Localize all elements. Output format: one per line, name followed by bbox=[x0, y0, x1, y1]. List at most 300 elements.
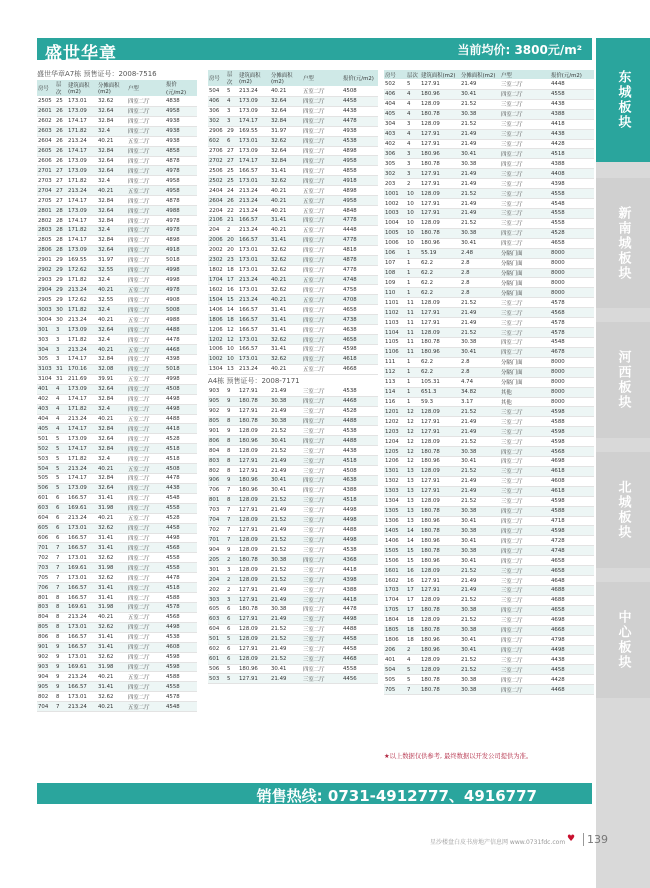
table-cell: 4848 bbox=[342, 206, 378, 216]
table-row bbox=[208, 515, 378, 525]
table-cell: 4478 bbox=[342, 605, 378, 615]
table-cell: 40.21 bbox=[270, 87, 302, 97]
table-cell: 21.52 bbox=[460, 298, 500, 308]
table-cell: 21.49 bbox=[460, 169, 500, 179]
table-row bbox=[208, 215, 378, 225]
table-cell: 1202 bbox=[384, 417, 406, 427]
table-cell: 30.41 bbox=[460, 556, 500, 566]
table-cell: 32.4 bbox=[97, 275, 127, 285]
table-row bbox=[384, 685, 594, 695]
table-cell: 9 bbox=[55, 652, 67, 662]
table-cell: 21.49 bbox=[270, 525, 302, 535]
table-cell: 四室二厅 bbox=[127, 216, 165, 226]
table-cell: 四室二厅 bbox=[302, 245, 342, 255]
table-cell: 4488 bbox=[342, 624, 378, 634]
table-cell: 4728 bbox=[550, 536, 594, 546]
table-row bbox=[208, 245, 378, 255]
table-cell: 四室二厅 bbox=[127, 642, 165, 652]
table-row bbox=[384, 139, 594, 149]
table-cell: 分隔门面 bbox=[500, 288, 550, 298]
table-row bbox=[37, 444, 197, 454]
table-cell: 128.09 bbox=[420, 566, 460, 576]
table-cell: 30.38 bbox=[460, 685, 500, 695]
table-cell: 12 bbox=[406, 427, 420, 437]
table-row bbox=[384, 675, 594, 685]
table-cell: 4528 bbox=[165, 513, 197, 523]
table-cell: 21.52 bbox=[270, 565, 302, 575]
table-cell: 128.09 bbox=[420, 496, 460, 506]
table-row bbox=[208, 495, 378, 505]
table-cell: 8 bbox=[226, 436, 238, 446]
table-cell: 7 bbox=[55, 563, 67, 573]
table-cell: 32.4 bbox=[97, 454, 127, 464]
table-cell: 702 bbox=[37, 553, 55, 563]
table-cell: 174.17 bbox=[67, 216, 97, 226]
table-cell: 6 bbox=[55, 533, 67, 543]
table-cell: 3004 bbox=[37, 315, 55, 325]
table-cell: 4878 bbox=[342, 255, 378, 265]
table-cell: 4698 bbox=[550, 615, 594, 625]
table-cell: 180.96 bbox=[238, 664, 270, 674]
tab-east-district[interactable]: 东城板块 bbox=[596, 38, 650, 162]
table-cell: 4658 bbox=[550, 556, 594, 566]
table-cell: 32.64 bbox=[97, 325, 127, 335]
table-cell: 四室二厅 bbox=[500, 149, 550, 159]
table-cell: 174.17 bbox=[67, 354, 97, 364]
table-row bbox=[37, 612, 197, 622]
table-cell: 213.24 bbox=[67, 186, 97, 196]
table-cell: 128.09 bbox=[238, 495, 270, 505]
table-cell: 171.82 bbox=[67, 335, 97, 345]
table-cell: 31.97 bbox=[97, 255, 127, 265]
table-row bbox=[37, 186, 197, 196]
table-cell: 12 bbox=[406, 417, 420, 427]
table-cell: 903 bbox=[37, 662, 55, 672]
table-cell: 401 bbox=[384, 655, 406, 665]
table-cell: 305 bbox=[384, 159, 406, 169]
table-cell: 4898 bbox=[342, 186, 378, 196]
table-row bbox=[37, 106, 197, 116]
tab-new-south-district[interactable]: 新南城板块 bbox=[596, 178, 650, 308]
table-cell: 25 bbox=[55, 97, 67, 107]
table-cell: 五室二厅 bbox=[302, 295, 342, 305]
table-cell: 4528 bbox=[165, 434, 197, 444]
table-cell: 五室二厅 bbox=[302, 186, 342, 196]
table-row bbox=[384, 457, 594, 467]
table-cell: 171.82 bbox=[67, 305, 97, 315]
table-cell: 分隔门面 bbox=[500, 278, 550, 288]
table-cell: 4518 bbox=[165, 444, 197, 454]
tab-hexi-district[interactable]: 河西板块 bbox=[596, 322, 650, 438]
table-cell: 4538 bbox=[342, 136, 378, 146]
table-cell: 32.08 bbox=[97, 364, 127, 374]
table-cell: 4 bbox=[55, 404, 67, 414]
table-cell: 1705 bbox=[384, 605, 406, 615]
table-cell: 1802 bbox=[208, 265, 226, 275]
table-row bbox=[384, 109, 594, 119]
table-cell: 213.24 bbox=[67, 612, 97, 622]
table-cell: 32.64 bbox=[270, 106, 302, 116]
table-cell: 三室二厅 bbox=[500, 179, 550, 189]
table-cell: 4388 bbox=[342, 585, 378, 595]
table-cell: 306 bbox=[208, 106, 226, 116]
table-cell: 三室二厅 bbox=[302, 614, 342, 624]
table-cell: 30.41 bbox=[460, 347, 500, 357]
table-row bbox=[208, 265, 378, 275]
table-cell: 703 bbox=[208, 505, 226, 515]
table-cell: 127.91 bbox=[238, 614, 270, 624]
table-cell: 26 bbox=[55, 106, 67, 116]
table-cell: 9 bbox=[226, 476, 238, 486]
table-cell: 8000 bbox=[550, 248, 594, 258]
table-cell: 10 bbox=[406, 228, 420, 238]
table-cell: 32.64 bbox=[97, 206, 127, 216]
table-cell: 31.41 bbox=[97, 493, 127, 503]
table-row bbox=[37, 493, 197, 503]
table-cell: 180.96 bbox=[420, 635, 460, 645]
table-header bbox=[208, 70, 378, 87]
table-cell: 503 bbox=[208, 674, 226, 684]
table-cell: 三室二厅 bbox=[500, 576, 550, 586]
column-header: 户型 bbox=[500, 70, 550, 80]
column-header: 房号 bbox=[208, 70, 226, 87]
table-cell: 4538 bbox=[165, 632, 197, 642]
table-cell: 173.09 bbox=[67, 206, 97, 216]
table-cell: 21.52 bbox=[460, 615, 500, 625]
table-cell: 21.52 bbox=[460, 407, 500, 417]
table-row bbox=[384, 506, 594, 516]
table-cell: 21.52 bbox=[270, 654, 302, 664]
table-cell: 四室二厅 bbox=[127, 523, 165, 533]
table-cell: 905 bbox=[37, 682, 55, 692]
disclaimer-note: ★以上数据仅供参考, 最终数据以开发公司提供为准。 bbox=[384, 753, 533, 760]
table-cell: 21 bbox=[226, 215, 238, 225]
table-cell: 1602 bbox=[208, 285, 226, 295]
table-cell: 6 bbox=[226, 605, 238, 615]
column-header: 分摊面积(m2) bbox=[460, 70, 500, 80]
table-cell: 四室二厅 bbox=[127, 176, 165, 186]
table-cell: 166.57 bbox=[67, 682, 97, 692]
table-cell: 127.91 bbox=[420, 179, 460, 189]
table-row bbox=[208, 525, 378, 535]
table-cell: 9 bbox=[55, 662, 67, 672]
table-cell: 32.4 bbox=[97, 176, 127, 186]
table-cell: 9 bbox=[226, 387, 238, 396]
table-cell: 105.31 bbox=[420, 377, 460, 387]
table-cell: 6 bbox=[55, 523, 67, 533]
table-cell: 173.09 bbox=[67, 166, 97, 176]
table-row bbox=[208, 315, 378, 325]
table-cell: 4878 bbox=[165, 156, 197, 166]
table-row bbox=[37, 394, 197, 404]
table-cell: 4658 bbox=[550, 238, 594, 248]
table-row bbox=[37, 136, 197, 146]
table-cell: 三室二厅 bbox=[302, 505, 342, 515]
table-cell: 7 bbox=[406, 685, 420, 695]
column-header: 分摊面积(m2) bbox=[270, 70, 302, 87]
table-cell: 401 bbox=[37, 384, 55, 394]
table-cell: 504 bbox=[384, 665, 406, 675]
table-cell: 32.84 bbox=[270, 156, 302, 166]
table-cell: 1203 bbox=[384, 427, 406, 437]
table-cell: 分隔门面 bbox=[500, 268, 550, 278]
table-cell: 30.38 bbox=[460, 228, 500, 238]
table-row bbox=[37, 652, 197, 662]
table-cell: 30.41 bbox=[270, 664, 302, 674]
table-cell: 4498 bbox=[165, 533, 197, 543]
table-cell: 四室二厅 bbox=[127, 563, 165, 573]
table-cell: 四室二厅 bbox=[127, 384, 165, 394]
table-cell: 2106 bbox=[208, 215, 226, 225]
table-cell: 3 bbox=[55, 325, 67, 335]
table-cell: 31.98 bbox=[97, 603, 127, 613]
table-cell: 4568 bbox=[550, 447, 594, 457]
table-cell: 169.55 bbox=[67, 255, 97, 265]
table-cell: 4 bbox=[55, 384, 67, 394]
table-cell: 16 bbox=[226, 285, 238, 295]
table-cell: 三室二厅 bbox=[500, 129, 550, 139]
table-row bbox=[384, 546, 594, 556]
table-cell: 1204 bbox=[384, 437, 406, 447]
table-row bbox=[384, 248, 594, 258]
table-row bbox=[37, 662, 197, 672]
table-cell: 三室二厅 bbox=[500, 595, 550, 605]
table-cell: 173.09 bbox=[67, 156, 97, 166]
table-cell: 31.98 bbox=[97, 662, 127, 672]
table-cell: 30.41 bbox=[460, 536, 500, 546]
table-cell: 4448 bbox=[550, 80, 594, 90]
table-row bbox=[208, 285, 378, 295]
table-row bbox=[384, 318, 594, 328]
table-cell: 28 bbox=[55, 225, 67, 235]
table-cell: 32.62 bbox=[270, 136, 302, 146]
table-cell: 四室二厅 bbox=[127, 245, 165, 255]
table-cell: 4738 bbox=[342, 315, 378, 325]
table-cell: 30.38 bbox=[270, 416, 302, 426]
table-cell: 213.24 bbox=[238, 225, 270, 235]
table-cell: 四室二厅 bbox=[500, 645, 550, 655]
table-cell: 30.38 bbox=[460, 675, 500, 685]
table-cell: 8 bbox=[55, 612, 67, 622]
table-cell: 4518 bbox=[550, 149, 594, 159]
table-cell: 180.78 bbox=[238, 605, 270, 615]
table-cell: 3 bbox=[406, 169, 420, 179]
table-cell: 21.49 bbox=[270, 595, 302, 605]
table-cell: 三室二厅 bbox=[500, 139, 550, 149]
table-cell: 四室二厅 bbox=[127, 235, 165, 245]
table-cell: 32.84 bbox=[97, 474, 127, 484]
table-cell: 四室二厅 bbox=[127, 632, 165, 642]
table-cell: 26 bbox=[55, 136, 67, 146]
table-cell: 4678 bbox=[550, 347, 594, 357]
table-cell: 32.84 bbox=[97, 354, 127, 364]
table-cell: 169.61 bbox=[67, 503, 97, 513]
table-cell: 180.96 bbox=[420, 149, 460, 159]
table-cell: 8 bbox=[226, 466, 238, 476]
table-cell: 三室二厅 bbox=[302, 654, 342, 664]
table-cell: 三室二厅 bbox=[302, 466, 342, 476]
table-row bbox=[208, 575, 378, 585]
table-cell: 三室二厅 bbox=[500, 199, 550, 209]
table-cell: 173.09 bbox=[67, 384, 97, 394]
table-cell: 三室二厅 bbox=[500, 318, 550, 328]
table-cell: 22 bbox=[226, 206, 238, 216]
table-cell: 127.91 bbox=[420, 486, 460, 496]
table-cell: 213.24 bbox=[238, 206, 270, 216]
table-cell: 1 bbox=[406, 367, 420, 377]
table-cell: 30.38 bbox=[460, 447, 500, 457]
table-row bbox=[37, 255, 197, 265]
table-cell: 四室二厅 bbox=[302, 166, 342, 176]
table-cell: 四室二厅 bbox=[302, 325, 342, 335]
price-table-a4 bbox=[208, 387, 378, 685]
table-cell: 4558 bbox=[550, 208, 594, 218]
table-cell: 40.21 bbox=[97, 136, 127, 146]
table-cell: 4688 bbox=[550, 595, 594, 605]
table-cell: 13 bbox=[226, 364, 238, 374]
table-cell: 15 bbox=[406, 556, 420, 566]
table-cell: 四室二厅 bbox=[302, 235, 342, 245]
table-cell: 32.84 bbox=[97, 146, 127, 156]
table-cell: 4458 bbox=[342, 96, 378, 106]
table-cell: 180.78 bbox=[420, 685, 460, 695]
table-cell: 127.91 bbox=[420, 199, 460, 209]
table-cell: 32.4 bbox=[97, 126, 127, 136]
table-cell: 4 bbox=[55, 394, 67, 404]
table-row bbox=[384, 119, 594, 129]
table-cell: 40.21 bbox=[270, 186, 302, 196]
table-cell: 4398 bbox=[342, 575, 378, 585]
table-cell: 127.91 bbox=[420, 308, 460, 318]
table-cell: 2604 bbox=[208, 196, 226, 206]
table-row bbox=[208, 255, 378, 265]
table-row bbox=[37, 265, 197, 275]
table-cell: 166.57 bbox=[238, 215, 270, 225]
table-cell: 12 bbox=[406, 447, 420, 457]
table-row bbox=[384, 208, 594, 218]
table-cell: 21.52 bbox=[270, 545, 302, 555]
table-cell: 五室二厅 bbox=[302, 225, 342, 235]
table-cell: 4858 bbox=[165, 146, 197, 156]
table-cell: 四室二厅 bbox=[127, 116, 165, 126]
table-cell: 30.38 bbox=[270, 605, 302, 615]
table-row bbox=[384, 89, 594, 99]
table-cell: 906 bbox=[208, 476, 226, 486]
table-cell: 4958 bbox=[342, 196, 378, 206]
table-row bbox=[208, 196, 378, 206]
table-cell: 三室二厅 bbox=[302, 456, 342, 466]
table-cell: 3003 bbox=[37, 305, 55, 315]
table-cell: 三室二厅 bbox=[500, 566, 550, 576]
table-cell: 4498 bbox=[165, 394, 197, 404]
table-cell: 21.49 bbox=[270, 674, 302, 684]
table-cell: 三室二厅 bbox=[302, 674, 342, 684]
table-cell: 180.78 bbox=[238, 416, 270, 426]
table-cell: 四室二厅 bbox=[302, 106, 342, 116]
table-cell: 四室二厅 bbox=[127, 156, 165, 166]
table-cell: 三室二厅 bbox=[500, 298, 550, 308]
table-cell: 128.09 bbox=[238, 575, 270, 585]
table-cell: 806 bbox=[37, 632, 55, 642]
table-row bbox=[37, 672, 197, 682]
table-cell: 三室二厅 bbox=[500, 80, 550, 90]
table-cell: 40.21 bbox=[97, 414, 127, 424]
table-cell: 128.09 bbox=[238, 634, 270, 644]
table-cell: 16 bbox=[406, 566, 420, 576]
table-row bbox=[384, 466, 594, 476]
table-cell: 四室二厅 bbox=[127, 553, 165, 563]
table-cell: 4668 bbox=[342, 364, 378, 374]
table-cell: 五室二厅 bbox=[302, 364, 342, 374]
table-cell: 三室二厅 bbox=[500, 407, 550, 417]
table-cell: 180.78 bbox=[238, 396, 270, 406]
table-cell: 32.62 bbox=[97, 622, 127, 632]
table-cell: 8000 bbox=[550, 268, 594, 278]
table-cell: 4438 bbox=[550, 99, 594, 109]
table-cell: 4598 bbox=[550, 437, 594, 447]
building-a7-caption: 盛世华章A7栋 预售证号：2008-7516 bbox=[37, 70, 157, 78]
table-cell: 4458 bbox=[342, 644, 378, 654]
column-3 bbox=[384, 70, 594, 695]
table-cell: 1101 bbox=[384, 298, 406, 308]
table-cell: 2705 bbox=[37, 196, 55, 206]
table-cell: 13 bbox=[406, 506, 420, 516]
table-cell: 4988 bbox=[165, 206, 197, 216]
table-cell: 127.91 bbox=[420, 586, 460, 596]
table-cell: 8 bbox=[55, 632, 67, 642]
table-cell: 21.49 bbox=[270, 614, 302, 624]
table-cell: 21.52 bbox=[460, 466, 500, 476]
table-cell: 三室二厅 bbox=[500, 466, 550, 476]
table-row bbox=[208, 644, 378, 654]
table-cell: 901 bbox=[208, 426, 226, 436]
table-cell: 21.52 bbox=[460, 655, 500, 665]
table-cell: 四室二厅 bbox=[500, 536, 550, 546]
table-cell: 2002 bbox=[208, 245, 226, 255]
table-cell: 4558 bbox=[165, 682, 197, 692]
table-cell: 1 bbox=[406, 258, 420, 268]
table-row bbox=[384, 99, 594, 109]
table-cell: 21.52 bbox=[460, 437, 500, 447]
table-cell: 4538 bbox=[342, 545, 378, 555]
table-cell: 三室二厅 bbox=[500, 308, 550, 318]
tab-north-district[interactable]: 北城板块 bbox=[596, 452, 650, 568]
table-cell: 四室二厅 bbox=[127, 622, 165, 632]
table-cell: 4798 bbox=[550, 635, 594, 645]
table-cell: 四室二厅 bbox=[127, 424, 165, 434]
table-row bbox=[37, 176, 197, 186]
price-table-a4-cont bbox=[384, 70, 594, 695]
table-cell: 4608 bbox=[550, 476, 594, 486]
table-cell: 5 bbox=[406, 665, 420, 675]
table-cell: 四室二厅 bbox=[127, 206, 165, 216]
table-row bbox=[37, 354, 197, 364]
table-cell: 四室二厅 bbox=[302, 476, 342, 486]
tab-center-district[interactable]: 中心板块 bbox=[596, 582, 650, 698]
table-cell: 4878 bbox=[165, 196, 197, 206]
table-cell: 四室二厅 bbox=[127, 305, 165, 315]
table-cell: 128.09 bbox=[420, 189, 460, 199]
table-cell: 4688 bbox=[550, 586, 594, 596]
table-cell: 1 bbox=[406, 377, 420, 387]
table-cell: 127.91 bbox=[420, 318, 460, 328]
table-cell: 4 bbox=[406, 655, 420, 665]
table-cell: 4388 bbox=[550, 109, 594, 119]
table-cell: 4488 bbox=[342, 436, 378, 446]
table-cell: 4658 bbox=[342, 335, 378, 345]
table-row bbox=[37, 384, 197, 394]
table-cell: 166.57 bbox=[67, 533, 97, 543]
